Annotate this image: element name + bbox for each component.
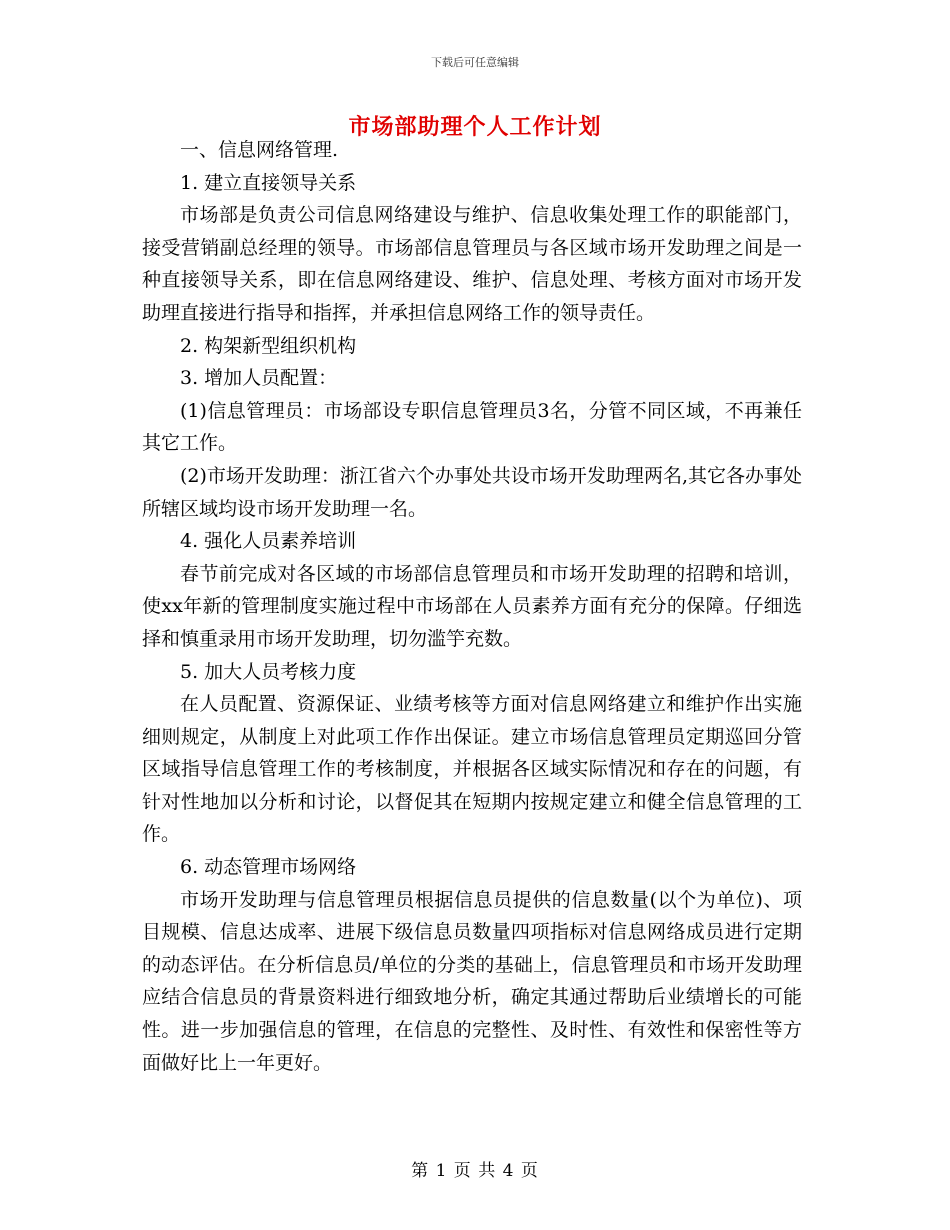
- document-body: [142, 134, 802, 1079]
- item-heading: 6. 动态管理市场网络: [180, 856, 357, 879]
- document-title: 市场部助理个人工作计划: [348, 114, 602, 140]
- section-heading: 一、信息网络管理.: [180, 139, 339, 161]
- item-heading: 1. 建立直接领导关系: [180, 171, 357, 194]
- item-heading: 4. 强化人员素养培训: [180, 530, 357, 553]
- body-paragraph: 春节前完成对各区域的市场部信息管理员和市场开发助理的招聘和培训，使xx年新的管理制度实施过程中市场部在人员素养方面有充分的保障。仔细选择和慎重录用市场开发助理，切勿滥竽充数。: [142, 562, 802, 650]
- body-paragraph: 在人员配置、资源保证、业绩考核等方面对信息网络建立和维护作出实施细则规定，从制度上对此项工作作出保证。建立市场信息管理员定期巡回分管区域指导信息管理工作的考核制度，并根据各区域实际情况和存在的问题，有针对性地加以分析和讨论，以督促其在短期内按规定建立和健全信息管理的工作。: [142, 693, 802, 846]
- page-footer: 第 1 页 共 4 页: [411, 1161, 539, 1181]
- body-paragraph: 市场部是负责公司信息网络建设与维护、信息收集处理工作的职能部门，接受营销副总经理的领导。市场部信息管理员与各区域市场开发助理之间是一种直接领导关系，即在信息网络建设、维护、信息处理、考核方面对市场开发助理直接进行指导和指挥，并承担信息网络工作的领导责任。: [142, 204, 802, 324]
- item-heading: 3. 增加人员配置：: [180, 367, 338, 390]
- body-paragraph: (1)信息管理员：市场部设专职信息管理员3名，分管不同区域，不再兼任其它工作。: [142, 399, 802, 455]
- item-heading: 5. 加大人员考核力度: [180, 660, 357, 683]
- item-heading: 2. 构架新型组织机构: [180, 334, 357, 357]
- header-note: 下载后可任意编辑: [431, 56, 519, 69]
- body-paragraph: 市场开发助理与信息管理员根据信息员提供的信息数量(以个为单位)、项目规模、信息达成率、进展下级信息员数量四项指标对信息网络成员进行定期的动态评估。在分析信息员/单位的分类的基础上，信息管理员和市场开发助理应结合信息员的背景资料进行细致地分析，确定其通过帮助后业绩增长的可能性。进一步加强信息的管理，在信息的完整性、及时性、有效性和保密性等方面做好比上一年更好。: [142, 888, 802, 1074]
- body-paragraph: (2)市场开发助理：浙江省六个办事处共设市场开发助理两名,其它各办事处所辖区域均设市场开发助理一名。: [142, 464, 802, 520]
